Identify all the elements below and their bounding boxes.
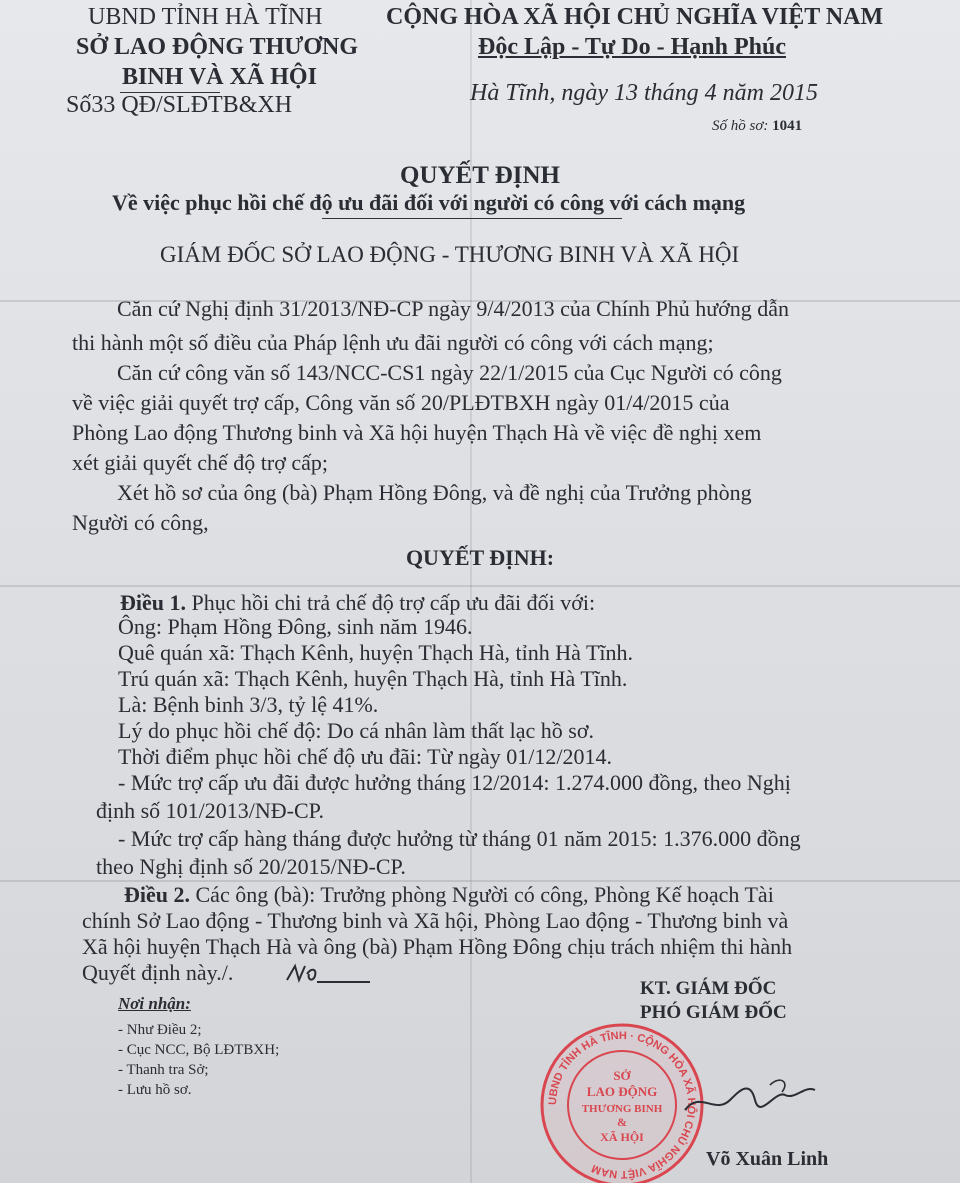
article-1-line: Lý do phục hồi chế độ: Do cá nhân làm thất lạc hồ sơ.	[118, 718, 594, 743]
signer-name: Võ Xuân Linh	[706, 1148, 829, 1170]
article-2-label: Điều 2.	[124, 882, 190, 907]
article-1-line: Ông: Phạm Hồng Đông, sinh năm 1946.	[118, 614, 473, 639]
seal-center-text: SỞ	[613, 1068, 631, 1083]
article-1-line: - Mức trợ cấp hàng tháng được hưởng từ tháng 01 năm 2015: 1.376.000 đồng	[118, 826, 801, 851]
recipient-item: - Thanh tra Sở;	[118, 1062, 209, 1078]
article-1-line: Là: Bệnh binh 3/3, tỷ lệ 41%.	[118, 692, 379, 717]
document-subtitle: Về việc phục hồi chế độ ưu đãi đối với người có công với cách mạng	[112, 190, 746, 215]
recipient-item: - Như Điều 2;	[118, 1022, 202, 1038]
preamble-line: Xét hồ sơ của ông (bà) Phạm Hồng Đông, và đề nghị của Trưởng phòng	[117, 480, 752, 505]
signature-scribble-icon	[680, 1070, 830, 1130]
handwritten-mark-icon	[285, 960, 375, 988]
department-name-1: SỞ LAO ĐỘNG THƯƠNG	[76, 34, 359, 60]
subtitle-underline	[322, 218, 622, 219]
preamble-line: Căn cứ công văn số 143/NCC-CS1 ngày 22/1/2015 của Cục Người có công	[117, 360, 782, 385]
seal-center-text: XÃ HỘI	[600, 1130, 644, 1144]
recipients-heading: Nơi nhận:	[118, 994, 191, 1013]
seal-center-text: &	[617, 1115, 627, 1129]
seal-center-text: LAO ĐỘNG	[586, 1084, 658, 1099]
decision-number: Số33 QĐ/SLĐTB&XH	[66, 92, 293, 118]
decision-heading: QUYẾT ĐỊNH:	[405, 545, 555, 570]
preamble-line: xét giải quyết chế độ trợ cấp;	[72, 450, 328, 475]
article-1-line: Trú quán xã: Thạch Kênh, huyện Thạch Hà, tỉnh Hà Tĩnh.	[118, 666, 628, 691]
signature-title-2: PHÓ GIÁM ĐỐC	[640, 1002, 787, 1023]
preamble-line: về việc giải quyết trợ cấp, Công văn số 20/PLĐTBXH ngày 01/4/2015 của	[72, 390, 730, 415]
issue-date: Hà Tĩnh, ngày 13 tháng 4 năm 2015	[470, 80, 818, 106]
agency-name: UBND TỈNH HÀ TĨNH	[88, 4, 323, 30]
seal-center-text: THƯƠNG BINH	[581, 1103, 663, 1115]
authority-title: GIÁM ĐỐC SỞ LAO ĐỘNG - THƯƠNG BINH VÀ XÃ HỘI	[160, 242, 740, 267]
article-2-line: Quyết định này./.	[82, 960, 234, 985]
article-1-line: Thời điểm phục hồi chế độ ưu đãi: Từ ngày 01/12/2014.	[118, 744, 612, 769]
preamble-line: Phòng Lao động Thương binh và Xã hội huyện Thạch Hà về việc đề nghị xem	[72, 420, 762, 445]
document-title: QUYẾT ĐỊNH	[400, 162, 560, 189]
article-2-line: Các ông (bà): Trưởng phòng Người có công, Phòng Kế hoạch Tài	[195, 882, 774, 907]
file-label: Số hồ sơ:	[712, 118, 769, 134]
recipient-item: - Lưu hồ sơ.	[118, 1082, 192, 1098]
article-1-text: Phục hồi chi trả chế độ trợ cấp ưu đãi đối với:	[191, 590, 596, 615]
article-1-line: theo Nghị định số 20/2015/NĐ-CP.	[96, 854, 406, 879]
recipient-item: - Cục NCC, Bộ LĐTBXH;	[118, 1042, 280, 1058]
article-1-line: định số 101/2013/NĐ-CP.	[96, 798, 324, 823]
article-1-line: Quê quán xã: Thạch Kênh, huyện Thạch Hà, tỉnh Hà Tĩnh.	[118, 640, 634, 665]
fold-line	[0, 585, 960, 587]
department-name-2: BINH VÀ XÃ HỘI	[122, 64, 317, 90]
article-2-line: Xã hội huyện Thạch Hà và ông (bà) Phạm Hồng Đông chịu trách nhiệm thi hành	[82, 934, 793, 959]
preamble-line: Căn cứ Nghị định 31/2013/NĐ-CP ngày 9/4/2013 của Chính Phủ hướng dẫn	[117, 296, 790, 321]
preamble-line: Người có công,	[72, 510, 209, 535]
country-name: CỘNG HÒA XÃ HỘI CHỦ NGHĨA VIỆT NAM	[386, 4, 884, 30]
article-1-label: Điều 1.	[120, 590, 186, 615]
signature-title-1: KT. GIÁM ĐỐC	[640, 978, 777, 999]
national-motto: Độc Lập - Tự Do - Hạnh Phúc	[478, 34, 787, 60]
preamble-line: thi hành một số điều của Pháp lệnh ưu đãi người có công với cách mạng;	[72, 330, 714, 355]
seal-outer-text: UBND TỈNH HÀ TĨNH · CỘNG HÒA XÃ HỘI CHỦ NGHĨA VIỆT NAM	[546, 1029, 698, 1181]
article-2-line: chính Sở Lao động - Thương binh và Xã hội, Phòng Lao động - Thương binh và	[82, 908, 789, 933]
file-number: 1041	[772, 118, 803, 134]
article-1-line: - Mức trợ cấp ưu đãi được hưởng tháng 12/2014: 1.274.000 đồng, theo Nghị	[118, 770, 791, 795]
